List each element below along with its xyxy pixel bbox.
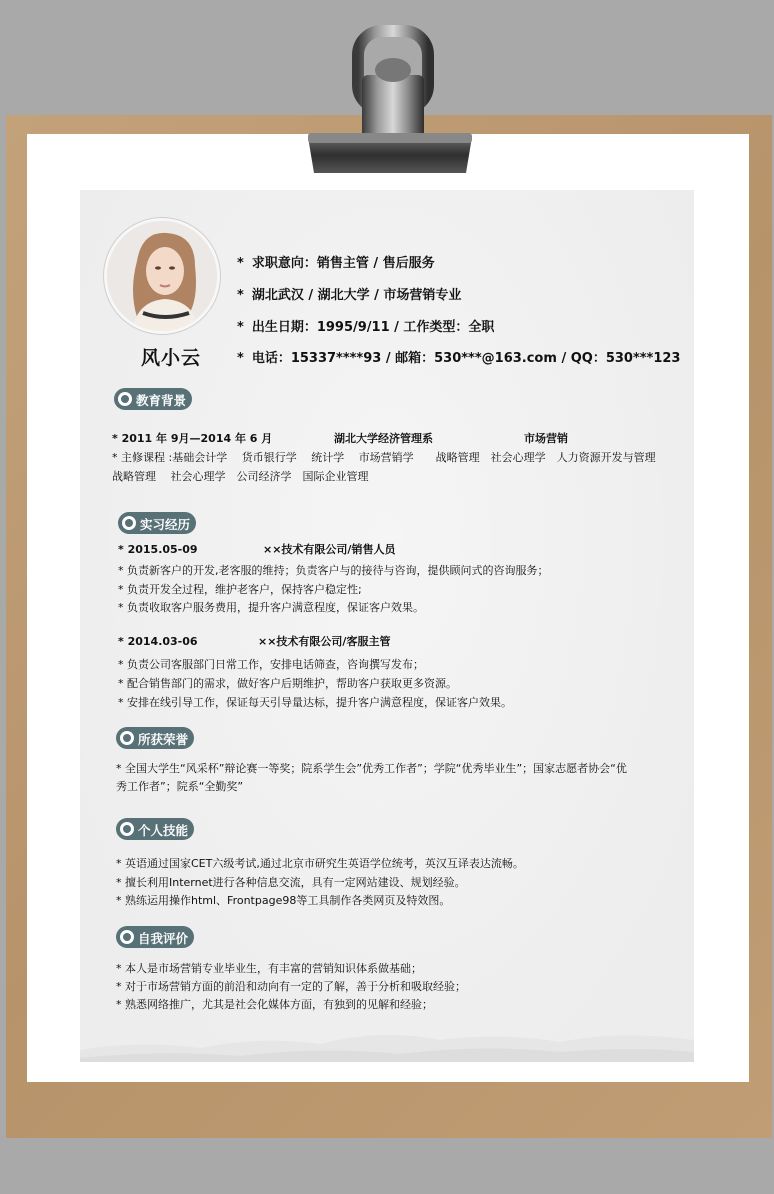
bullet-circle-icon xyxy=(120,930,134,944)
job1-item: * 负责开发全过程，维护老客户，保持客户稳定性; xyxy=(118,583,362,596)
skills-item: * 英语通过国家CET六级考试,通过北京市研究生英语学位统考，英汉互译表达流畅。 xyxy=(116,857,524,870)
education-school: 湖北大学经济管理系 xyxy=(334,432,433,445)
section-header-education: 教育背景 xyxy=(114,388,192,410)
honors-line1: * 全国大学生“风采杯”辩论赛一等奖；院系学生会”优秀工作者”；学院“优秀毕业生”；国家志愿者协会“优 xyxy=(116,762,627,775)
self-eval-item: * 本人是市场营销专业毕业生，有丰富的营销知识体系做基础； xyxy=(116,962,422,975)
binder-clip-icon xyxy=(300,25,480,175)
candidate-name: 风小云 xyxy=(141,347,202,369)
education-period: * 2011 年 9月—2014 年 6 月 xyxy=(112,432,273,445)
section-header-self-evaluation: 自我评价 xyxy=(116,926,194,948)
skills-item: * 熟练运用操作html、Frontpage98等工具制作各类网页及特效图。 xyxy=(116,894,451,907)
job2-item: * 负责公司客服部门日常工作，安排电话筛查，咨询撰写发布； xyxy=(118,658,424,671)
bullet-circle-icon xyxy=(120,731,134,745)
self-eval-item: * 对于市场营销方面的前沿和动向有一定的了解，善于分析和吸取经验； xyxy=(116,980,466,993)
honors-line2: 秀工作者”；院系“全勤奖” xyxy=(116,780,244,793)
job1-item: * 负责收取客户服务费用，提升客户满意程度，保证客户效果。 xyxy=(118,601,424,614)
info-contact: * 电话：15337****93 / 邮箱：530***@163.com / QQ：530***123 xyxy=(237,351,681,366)
education-courses-line2: 战略管理 社会心理学 公司经济学 国际企业管理 xyxy=(112,470,369,483)
bullet-circle-icon xyxy=(122,516,136,530)
education-major: 市场营销 xyxy=(524,432,568,445)
info-job-intention: * 求职意向：销售主管 / 售后服务 xyxy=(237,256,435,271)
job1-item: * 负责新客户的开发,老客服的维持；负责客户与的接待与咨询，提供顾问式的咨询服务； xyxy=(118,564,549,577)
avatar xyxy=(104,218,220,334)
skills-item: * 擅长利用Internet进行各种信息交流，具有一定网站建设、规划经验。 xyxy=(116,876,466,889)
bullet-circle-icon xyxy=(120,822,134,836)
mountain-decoration xyxy=(80,1010,694,1062)
job1-company: ××技术有限公司/销售人员 xyxy=(263,543,396,556)
job2-item: * 配合销售部门的需求，做好客户后期维护，帮助客户获取更多资源。 xyxy=(118,677,457,690)
info-location-school: * 湖北武汉 / 湖北大学 / 市场营销专业 xyxy=(237,288,462,303)
bullet-circle-icon xyxy=(118,392,132,406)
portrait-image xyxy=(107,221,217,331)
job2-item: * 安排在线引导工作，保证每天引导量达标，提升客户满意程度，保证客户效果。 xyxy=(118,696,512,709)
section-header-skills: 个人技能 xyxy=(116,818,194,840)
section-header-internship: 实习经历 xyxy=(118,512,196,534)
info-birth-worktype: * 出生日期：1995/9/11 / 工作类型：全职 xyxy=(237,320,495,335)
job2-date: * 2014.03-06 xyxy=(118,635,198,648)
education-courses-line1: * 主修课程 :基础会计学 货币银行学 统计学 市场营销学 战略管理 社会心理学 人力资源开发与管理 xyxy=(112,451,656,464)
section-header-honors: 所获荣誉 xyxy=(116,727,194,749)
job1-date: * 2015.05-09 xyxy=(118,543,198,556)
self-eval-item: * 熟悉网络推广，尤其是社会化媒体方面，有独到的见解和经验； xyxy=(116,998,433,1011)
job2-company: ××技术有限公司/客服主管 xyxy=(258,635,391,648)
